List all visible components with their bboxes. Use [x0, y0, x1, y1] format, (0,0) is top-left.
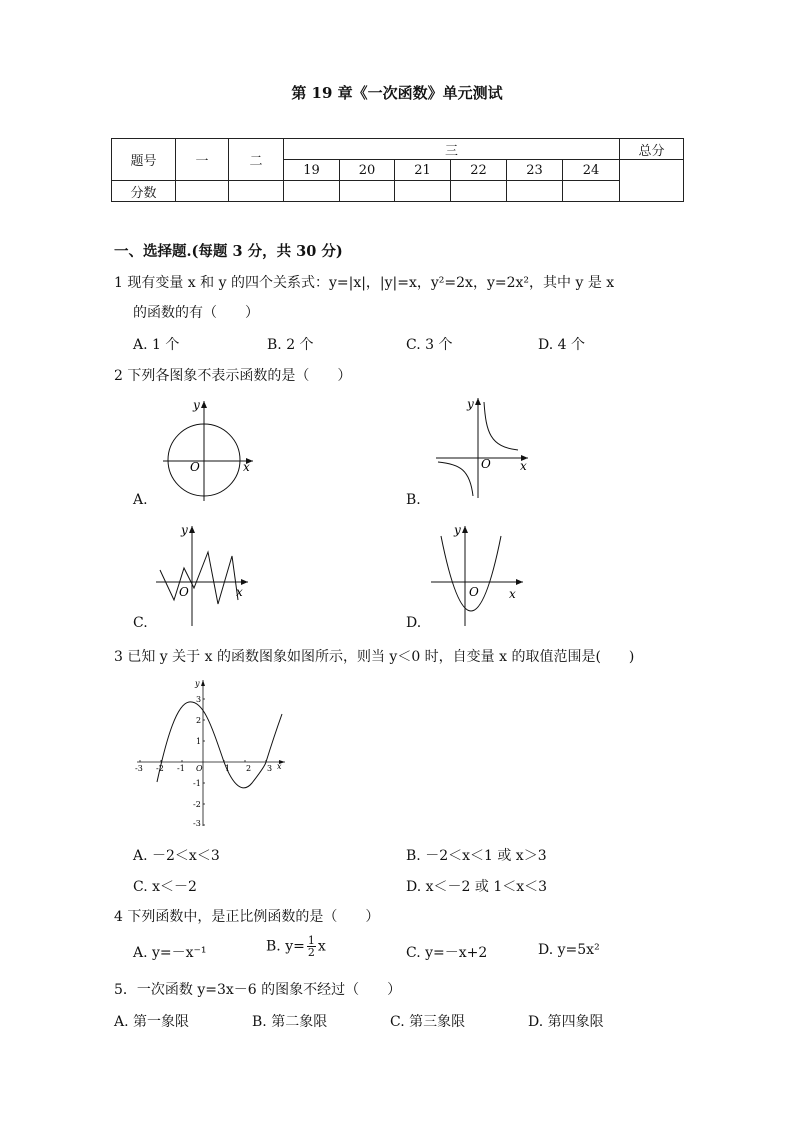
q1-option-c[interactable]: C. 3 个 [406, 337, 453, 353]
q4-option-a[interactable]: A. y=－x⁻¹ [133, 945, 207, 961]
q1-text-line1: 1 现有变量 x 和 y 的四个关系式：y=|x|，|y|=x，y²=2x，y=2x²，其中 y 是 x [114, 275, 615, 291]
origin-label: O [190, 460, 200, 474]
header-q20: 20 [340, 160, 395, 181]
y-tick-label: 2 [196, 716, 202, 725]
y-axis-label: y [467, 397, 474, 411]
header-q21: 21 [395, 160, 451, 181]
q2-graph-d [425, 520, 530, 628]
header-q24: 24 [563, 160, 620, 181]
q3-option-b[interactable]: B. －2＜x＜1 或 x＞3 [406, 848, 547, 864]
x-axis-label: x [277, 762, 282, 771]
q2-graph-c [150, 520, 255, 628]
origin-label: O [481, 457, 491, 471]
q4-option-b[interactable] [266, 935, 326, 958]
fraction-denominator: 2 [307, 946, 315, 959]
score-cell[interactable] [395, 181, 451, 202]
q4-option-b-suffix: x [317, 938, 326, 955]
header-q22: 22 [451, 160, 507, 181]
x-tick-label: 2 [246, 764, 252, 773]
q5-option-a[interactable]: A. 第一象限 [114, 1014, 190, 1030]
q1-option-b[interactable]: B. 2 个 [267, 337, 314, 353]
section-heading: 一、选择题.(每题 3 分，共 30 分) [114, 243, 343, 260]
q5-option-d[interactable]: D. 第四象限 [528, 1014, 604, 1030]
score-cell[interactable] [176, 181, 229, 202]
header-q19: 19 [284, 160, 340, 181]
fraction-numerator: 1 [307, 934, 315, 947]
q3-option-a[interactable]: A. －2＜x＜3 [133, 848, 220, 864]
score-cell[interactable] [451, 181, 507, 202]
score-cell[interactable] [507, 181, 563, 202]
y-tick-label: -2 [193, 800, 201, 809]
q5-option-c[interactable]: C. 第三象限 [390, 1014, 466, 1030]
origin-label: O [196, 764, 203, 773]
q2-option-c[interactable]: C. [133, 615, 148, 631]
x-tick-label: -3 [135, 764, 143, 773]
y-axis-label: y [454, 523, 461, 537]
q2-option-a[interactable]: A. [133, 492, 148, 508]
q3-option-c[interactable]: C. x＜－2 [133, 879, 197, 895]
q4-option-d[interactable]: D. y=5x² [538, 942, 600, 958]
header-section-1: 一 [176, 139, 229, 181]
q1-option-d[interactable]: D. 4 个 [538, 337, 585, 353]
x-axis-label: x [243, 460, 250, 474]
q5-text: 5．一次函数 y=3x－6 的图象不经过（ ） [114, 982, 402, 998]
origin-label: O [179, 585, 189, 599]
x-axis-label: x [509, 587, 516, 601]
q1-option-a[interactable]: A. 1 个 [133, 337, 180, 353]
header-section-2: 二 [229, 139, 284, 181]
x-tick-label: 3 [267, 764, 273, 773]
score-cell[interactable] [284, 181, 340, 202]
y-axis-label: y [181, 523, 188, 537]
y-tick-label: 3 [196, 695, 202, 704]
header-section-3: 三 [284, 139, 620, 160]
score-cell[interactable] [563, 181, 620, 202]
q4-text: 4 下列函数中，是正比例函数的是（ ） [114, 909, 380, 925]
q5-option-b[interactable]: B. 第二象限 [252, 1014, 328, 1030]
origin-label: O [469, 585, 479, 599]
q2-graph-b [430, 392, 535, 502]
x-axis-label: x [520, 459, 527, 473]
y-tick-label: 1 [196, 737, 202, 746]
y-axis-label: y [195, 679, 200, 688]
total-score-cell[interactable] [620, 160, 684, 202]
x-tick-label: 1 [225, 764, 231, 773]
q2-graph-a [155, 395, 265, 505]
y-tick-label: -1 [193, 779, 201, 788]
y-tick-label: -3 [193, 819, 201, 828]
q2-option-b[interactable]: B. [406, 492, 421, 508]
page-title: 第 19 章《一次函数》单元测试 [291, 84, 503, 102]
q3-text: 3 已知 y 关于 x 的函数图象如图所示，则当 y＜0 时，自变量 x 的取值范围是( ) [114, 649, 635, 665]
score-table [111, 138, 684, 202]
q4-option-b-prefix: B. y= [266, 938, 305, 955]
header-q23: 23 [507, 160, 563, 181]
fraction [307, 935, 316, 958]
q3-graph [133, 676, 293, 828]
y-axis-label: y [193, 398, 200, 412]
header-tihao: 题号 [112, 139, 176, 181]
q2-text: 2 下列各图象不表示函数的是（ ） [114, 368, 352, 384]
q4-option-c[interactable]: C. y=－x+2 [406, 945, 488, 961]
x-tick-label: -1 [177, 764, 185, 773]
q3-option-d[interactable]: D. x＜－2 或 1＜x＜3 [406, 879, 548, 895]
row-label-score: 分数 [112, 181, 176, 202]
q1-text-line2: 的函数的有（ ） [133, 305, 259, 321]
score-cell[interactable] [340, 181, 395, 202]
q2-option-d[interactable]: D. [406, 615, 422, 631]
score-cell[interactable] [229, 181, 284, 202]
x-tick-label: -2 [156, 764, 164, 773]
x-axis-label: x [236, 585, 243, 599]
header-total: 总分 [620, 139, 684, 160]
